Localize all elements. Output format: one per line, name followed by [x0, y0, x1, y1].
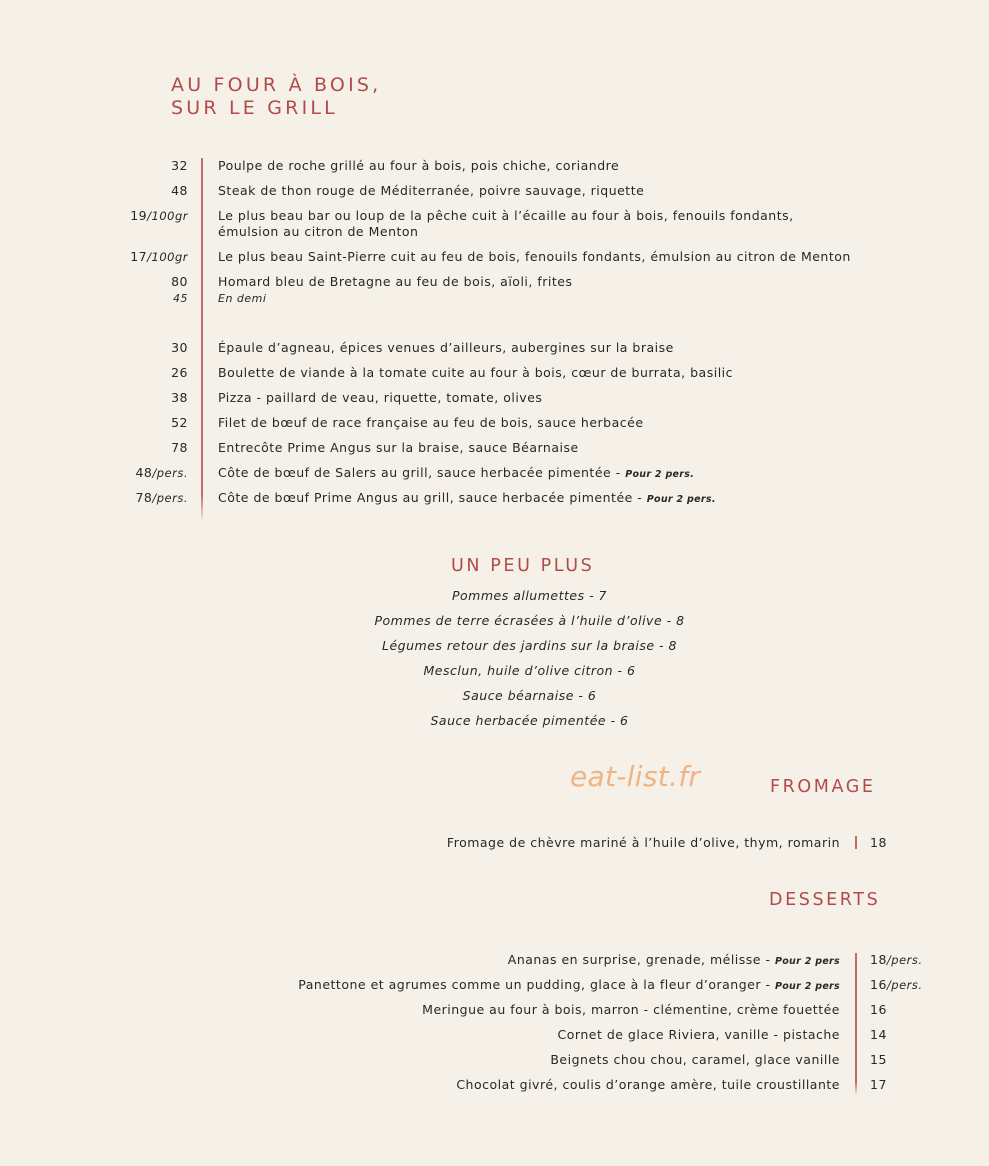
item-price: 19/100gr — [130, 208, 188, 223]
section-title-fromage: FROMAGE — [770, 777, 876, 797]
title-line-1: AU FOUR À BOIS, — [171, 74, 382, 96]
item-price: 30 — [171, 340, 188, 355]
extra-item: Sauce herbacée pimentée - 6 — [430, 713, 629, 728]
watermark: eat-list.fr — [570, 760, 701, 793]
item-price: 18/pers. — [870, 952, 923, 967]
item-price: 14 — [870, 1027, 887, 1042]
item-price: 48/pers. — [135, 465, 188, 480]
title-line-2: SUR LE GRILL — [171, 97, 338, 119]
item-note: Pour 2 pers. — [646, 494, 716, 505]
item-price: 32 — [171, 158, 188, 173]
extra-item: Mesclun, huile d’olive citron - 6 — [423, 663, 636, 678]
item-price: 16/pers. — [870, 977, 923, 992]
item-description: Filet de bœuf de race française au feu de bois, sauce herbacée — [218, 415, 644, 430]
extra-item: Pommes de terre écrasées à l’huile d’olive - 8 — [374, 613, 685, 628]
extra-item: Pommes allumettes - 7 — [451, 588, 608, 603]
item-description: Fromage de chèvre mariné à l’huile d’olive, thym, romarin — [446, 835, 840, 850]
item-price: 15 — [870, 1052, 887, 1067]
item-description: Boulette de viande à la tomate cuite au four à bois, cœur de burrata, basilic — [218, 365, 734, 380]
item-price: 48 — [171, 183, 188, 198]
desserts-divider-rule — [855, 953, 857, 1096]
item-description: Le plus beau Saint-Pierre cuit au feu de bois, fenouils fondants, émulsion au citron de Menton — [218, 249, 851, 264]
section-title-extras: UN PEU PLUS — [451, 556, 595, 576]
item-description: Poulpe de roche grillé au four à bois, pois chiche, coriandre — [218, 158, 620, 173]
item-description: Pizza - paillard de veau, riquette, tomate, olives — [218, 390, 543, 405]
extra-item: Légumes retour des jardins sur la braise - 8 — [382, 638, 677, 653]
item-price: 17/100gr — [130, 249, 188, 264]
item-price: 45 — [173, 292, 188, 305]
item-description: Steak de thon rouge de Méditerranée, poivre sauvage, riquette — [218, 183, 645, 198]
item-description: En demi — [218, 292, 267, 305]
item-price: 80 — [171, 274, 188, 289]
item-description: Meringue au four à bois, marron - clémentine, crème fouettée — [422, 1002, 840, 1017]
item-description: Entrecôte Prime Angus sur la braise, sauce Béarnaise — [218, 440, 579, 455]
item-price: 78/pers. — [135, 490, 188, 505]
item-description: Panettone et agrumes comme un pudding, glace à la fleur d’oranger - Pour 2 pers — [298, 977, 840, 992]
item-description: Beignets chou chou, caramel, glace vanille — [550, 1052, 840, 1067]
item-price: 18 — [870, 835, 887, 850]
item-price: 78 — [171, 440, 188, 455]
item-price: 26 — [171, 365, 188, 380]
item-note: Pour 2 pers — [774, 956, 840, 967]
item-price: 17 — [870, 1077, 887, 1092]
extra-item: Sauce béarnaise - 6 — [462, 688, 597, 703]
section-title-desserts: DESSERTS — [769, 890, 881, 910]
item-note: Pour 2 pers — [774, 981, 840, 992]
item-price: 38 — [171, 390, 188, 405]
item-description: Côte de bœuf Prime Angus au grill, sauce herbacée pimentée - Pour 2 pers. — [218, 490, 716, 505]
item-description: Côte de bœuf de Salers au grill, sauce herbacée pimentée - Pour 2 pers. — [218, 465, 695, 480]
section-title-grill — [171, 74, 381, 120]
grill-divider-rule — [201, 158, 203, 523]
item-price: 16 — [870, 1002, 887, 1017]
item-description: Homard bleu de Bretagne au feu de bois, aïoli, frites — [218, 274, 573, 289]
item-description: Le plus beau bar ou loup de la pêche cuit à l’écaille au four à bois, fenouils fondants, émulsion au citron de Menton — [218, 208, 794, 239]
item-description: Chocolat givré, coulis d’orange amère, tuile croustillante — [456, 1077, 840, 1092]
fromage-divider-rule — [855, 836, 857, 849]
item-price: 52 — [171, 415, 188, 430]
item-description: Ananas en surprise, grenade, mélisse - Pour 2 pers — [507, 952, 840, 967]
item-description: Cornet de glace Riviera, vanille - pistache — [557, 1027, 840, 1042]
item-description: Épaule d’agneau, épices venues d’ailleurs, aubergines sur la braise — [218, 340, 674, 355]
item-note: Pour 2 pers. — [625, 469, 695, 480]
